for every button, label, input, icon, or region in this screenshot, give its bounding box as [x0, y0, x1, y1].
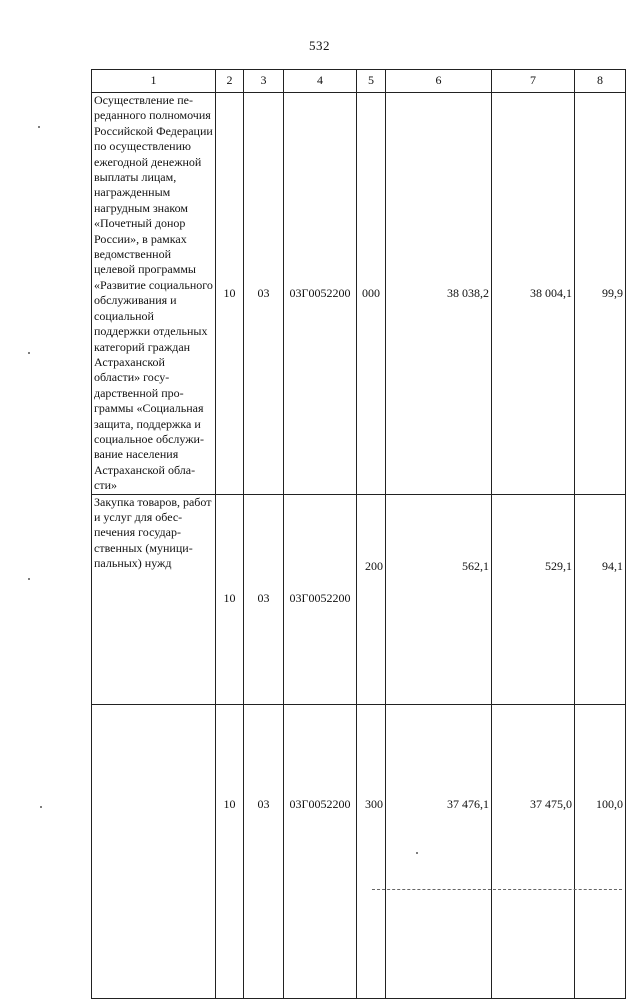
planned-amount: 38 038,2: [386, 93, 492, 495]
execution-percent: 99,9: [575, 93, 626, 495]
row-description: [92, 704, 216, 998]
header-col-7: 7: [492, 70, 575, 93]
executed-amount: 529,1: [492, 494, 575, 704]
header-col-1: 1: [92, 70, 216, 93]
header-col-8: 8: [575, 70, 626, 93]
header-col-5: 5: [357, 70, 386, 93]
section-code: 10: [216, 93, 244, 495]
expense-type-code: 200: [357, 494, 386, 704]
execution-percent: 100,0: [575, 704, 626, 998]
footer-rule: [372, 889, 622, 890]
executed-amount: 38 004,1: [492, 93, 575, 495]
header-row: [92, 70, 626, 93]
header-col-4: 4: [284, 70, 357, 93]
target-article-code: 03Г0052200: [284, 704, 357, 998]
scan-speck: [40, 806, 42, 808]
table-row: [92, 93, 626, 495]
header-col-2: 2: [216, 70, 244, 93]
section-code: 10: [216, 494, 244, 704]
execution-percent: 94,1: [575, 494, 626, 704]
target-article-code: 03Г0052200: [284, 93, 357, 495]
subsection-code: 03: [244, 93, 284, 495]
scan-speck: [38, 126, 40, 128]
expense-type-code: 000: [357, 93, 386, 495]
planned-amount: 562,1: [386, 494, 492, 704]
target-article-code: 03Г0052200: [284, 494, 357, 704]
budget-table: [91, 69, 626, 999]
page-number: 532: [309, 38, 330, 53]
subsection-code: 03: [244, 704, 284, 998]
row-description: Закупка товаров, работ и услуг для обеспечения государственных (муниципальных) нужд: [92, 494, 216, 704]
header-col-3: 3: [244, 70, 284, 93]
subsection-code: 03: [244, 494, 284, 704]
planned-amount: 37 476,1: [386, 704, 492, 998]
expense-type-code: 300: [357, 704, 386, 998]
header-col-6: 6: [386, 70, 492, 93]
executed-amount: 37 475,0: [492, 704, 575, 998]
scan-speck: [28, 578, 30, 580]
row-description: Осуществление переданного полномочия Российской Федерации по осуществлению ежегодной денежной выплаты лицам, награжденным нагрудным знаком «Почетный донор России», в рамках ведомственной целевой программы «Развитие социального обслуживания и социальной поддержки отдельных категорий граждан Астраханской области» государственной программы «Социальная защита, поддержка и социальное обслуживание населения Астраханской области»: [92, 93, 216, 495]
section-code: 10: [216, 704, 244, 998]
table-header: [92, 70, 626, 93]
scan-speck: [28, 352, 30, 354]
table-row: [92, 704, 626, 998]
table-row: [92, 494, 626, 704]
scan-speck: [416, 852, 418, 854]
